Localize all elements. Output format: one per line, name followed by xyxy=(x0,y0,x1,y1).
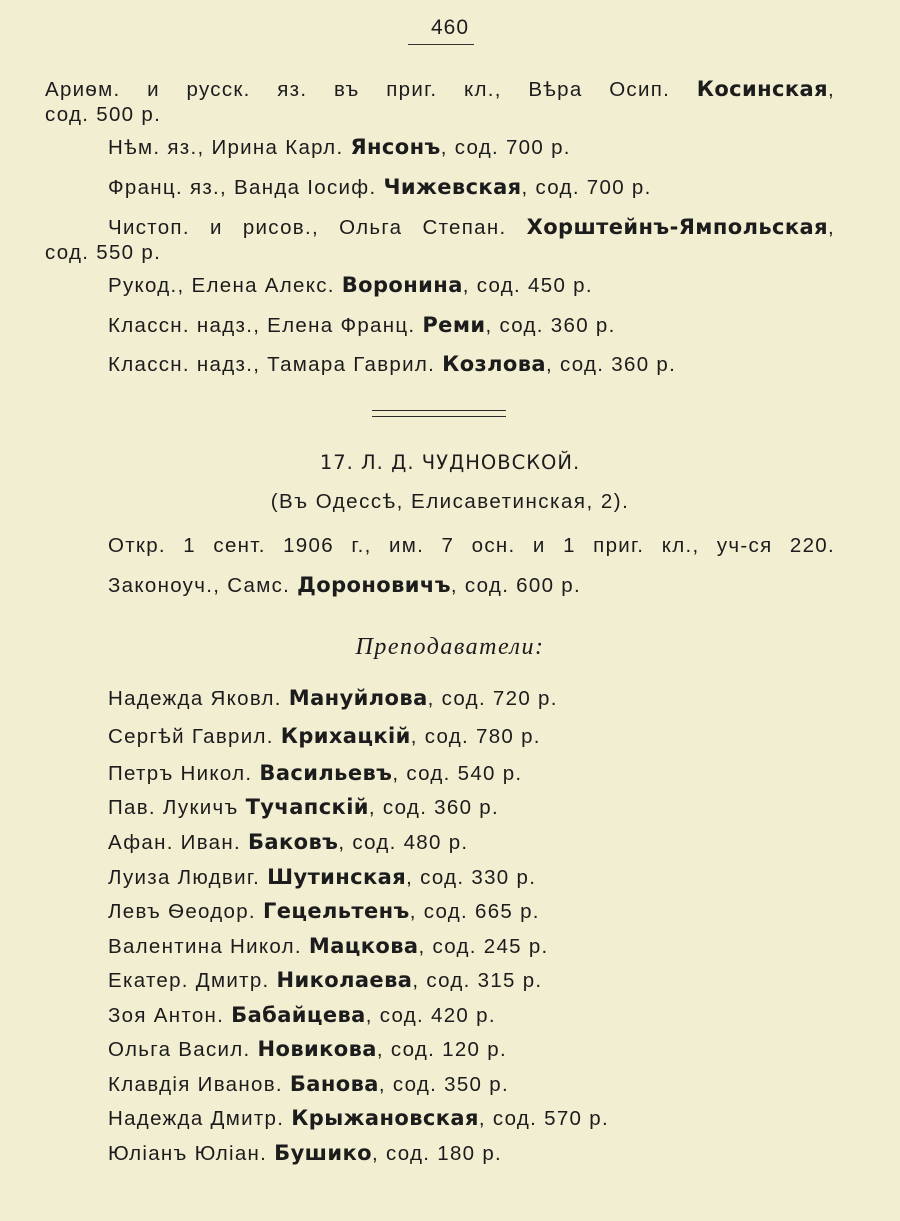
entry-surname: Янсонъ xyxy=(350,135,441,159)
entry-prefix: Зоя Антон. xyxy=(108,1004,225,1027)
teacher-line xyxy=(108,1071,509,1098)
entry-prefix: Юліанъ Юліан. xyxy=(108,1142,268,1165)
entry-line xyxy=(45,76,835,103)
entry-prefix: Ариѳм. и русск. яз. въ приг. кл., Вѣра Осип. xyxy=(45,78,671,101)
entry-suffix: , сод. 350 р. xyxy=(378,1073,509,1096)
entry-suffix: , сод. 360 р. xyxy=(485,314,616,337)
section-divider xyxy=(372,410,506,417)
entry-surname: Николаева xyxy=(276,968,413,992)
entry-prefix: Франц. яз., Ванда Іосиф. xyxy=(108,176,377,199)
entry-prefix: Рукод., Елена Алекс. xyxy=(108,274,335,297)
entry-suffix: , сод. 570 р. xyxy=(478,1107,609,1130)
entry-surname: Тучапскій xyxy=(245,795,369,819)
teachers-heading: Преподаватели: xyxy=(355,634,545,660)
entry-surname: Новикова xyxy=(257,1037,377,1061)
law-teacher-line xyxy=(108,572,581,599)
entry-suffix: , сод. 540 р. xyxy=(392,762,523,785)
entry-surname: Реми xyxy=(422,313,486,337)
entry-surname: Баковъ xyxy=(248,830,339,854)
teacher-line xyxy=(108,864,536,891)
teacher-line xyxy=(108,760,522,787)
section-title: 17. Л. Д. ЧУДНОВСКОЙ. xyxy=(319,451,581,474)
entry-suffix: , сод. 360 р. xyxy=(368,796,499,819)
entry-suffix: , сод. 180 р. xyxy=(371,1142,503,1165)
entry-suffix: , сод. 360 р. xyxy=(546,353,677,376)
entry-prefix: Луиза Людвиг. xyxy=(108,866,261,889)
entry-suffix: , сод. 420 р. xyxy=(365,1004,496,1027)
entry-suffix: , сод. 120 р. xyxy=(376,1038,507,1061)
teacher-line xyxy=(108,1002,496,1029)
entry-suffix: , сод. 330 р. xyxy=(406,866,537,889)
teacher-line xyxy=(108,1140,502,1167)
entry-prefix: Клавдія Иванов. xyxy=(108,1073,283,1096)
teacher-line xyxy=(108,1036,507,1063)
entry-prefix: Ольга Васил. xyxy=(108,1038,251,1061)
entry-suffix: , xyxy=(828,78,835,101)
entry-line xyxy=(108,174,652,201)
teacher-line xyxy=(108,829,468,856)
teacher-line xyxy=(108,967,542,994)
entry-suffix: , сод. 480 р. xyxy=(338,831,469,854)
entry-prefix: Нѣм. яз., Ирина Карл. xyxy=(108,136,344,159)
entry-continuation: сод. 500 р. xyxy=(45,103,162,126)
teacher-line xyxy=(108,794,499,821)
entry-suffix: , xyxy=(828,216,835,239)
entry-prefix: Надежда Дмитр. xyxy=(108,1107,285,1130)
teacher-line xyxy=(108,898,540,925)
teacher-line xyxy=(108,723,541,750)
entry-surname: Гецельтенъ xyxy=(262,899,410,923)
entry-surname: Козлова xyxy=(442,352,547,376)
school-opened-line: Откр. 1 сент. 1906 г., им. 7 осн. и 1 приг. кл., уч-ся 220. xyxy=(108,534,835,557)
entry-suffix: , сод. 450 р. xyxy=(462,274,593,297)
entry-prefix: Классн. надз., Елена Франц. xyxy=(108,314,416,337)
entry-surname: Воронина xyxy=(341,273,463,297)
entry-surname: Мануйлова xyxy=(288,686,428,710)
entry-surname: Шутинская xyxy=(267,865,407,889)
entry-surname: Чижевская xyxy=(383,175,522,199)
entry-line xyxy=(108,312,616,339)
entry-line xyxy=(108,272,593,299)
entry-prefix: Надежда Яковл. xyxy=(108,687,282,710)
entry-prefix: Петръ Никол. xyxy=(108,762,253,785)
entry-surname: Крихацкій xyxy=(280,724,411,748)
teacher-line xyxy=(108,1105,609,1132)
entry-prefix: Чистоп. и рисов., Ольга Степан. xyxy=(108,216,507,239)
entry-suffix: , сод. 245 р. xyxy=(418,935,549,958)
entry-prefix: Левъ Ѳеодор. xyxy=(108,900,256,923)
entry-suffix: , сод. 720 р. xyxy=(427,687,558,710)
entry-suffix: , сод. 600 р. xyxy=(450,574,581,597)
entry-prefix: Пав. Лукичъ xyxy=(108,796,239,819)
entry-suffix: , сод. 700 р. xyxy=(521,176,652,199)
entry-line xyxy=(108,214,835,241)
entry-surname: Крыжановская xyxy=(291,1106,479,1130)
entry-line xyxy=(108,351,676,378)
entry-suffix: , сод. 700 р. xyxy=(440,136,571,159)
entry-suffix: , сод. 315 р. xyxy=(412,969,543,992)
entry-prefix: Законоуч., Самс. xyxy=(108,574,291,597)
entry-surname: Банова xyxy=(289,1072,379,1096)
entry-surname: Мацкова xyxy=(308,934,419,958)
teacher-line xyxy=(108,685,558,712)
page-number-rule xyxy=(408,44,474,45)
entry-prefix: Валентина Никол. xyxy=(108,935,302,958)
entry-surname: Дороновичъ xyxy=(297,573,451,597)
entry-surname: Косинская xyxy=(696,77,828,101)
section-address: (Въ Одессѣ, Елисаветинская, 2). xyxy=(270,490,630,513)
entry-suffix: , сод. 780 р. xyxy=(410,725,541,748)
entry-surname: Бушико xyxy=(274,1141,372,1165)
entry-continuation: сод. 550 р. xyxy=(45,241,162,264)
entry-prefix: Афан. Иван. xyxy=(108,831,241,854)
entry-surname: Хорштейнъ-Ямпольская xyxy=(526,215,828,239)
page-number: 460 xyxy=(430,16,470,39)
entry-line xyxy=(108,134,571,161)
entry-surname: Васильевъ xyxy=(259,761,393,785)
teacher-line xyxy=(108,933,549,960)
entry-prefix: Сергѣй Гаврил. xyxy=(108,725,274,748)
entry-prefix: Классн. надз., Тамара Гаврил. xyxy=(108,353,436,376)
entry-suffix: , сод. 665 р. xyxy=(409,900,540,923)
entry-prefix: Екатер. Дмитр. xyxy=(108,969,270,992)
entry-surname: Бабайцева xyxy=(231,1003,366,1027)
